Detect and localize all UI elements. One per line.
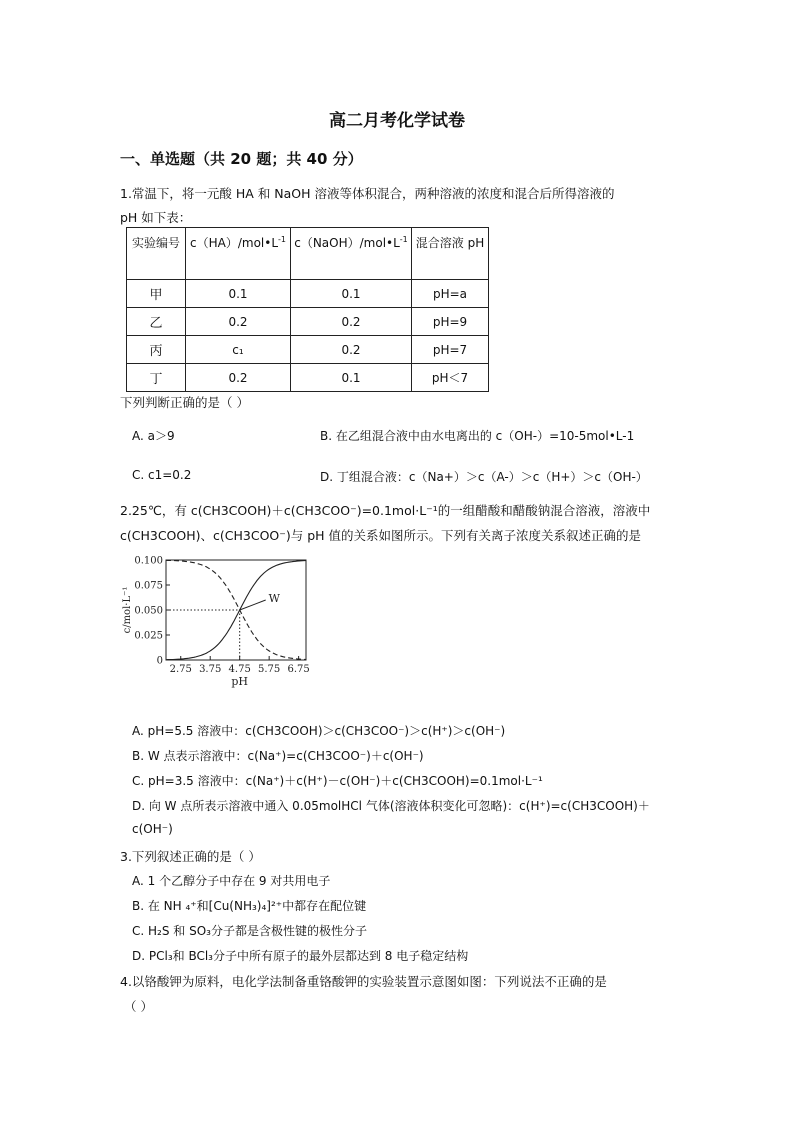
x-tick-label: 2.75 [169, 664, 192, 675]
q2-option-d-cont: c(OH⁻) [132, 822, 173, 836]
table-cell: 丁 [127, 364, 186, 392]
x-tick-label: 4.75 [228, 664, 251, 675]
q1-stem-line2: pH 如下表： [120, 210, 192, 225]
q3-option-a[interactable]: A. 1 个乙醇分子中存在 9 对共用电子 [132, 874, 331, 888]
table-cell: 0.2 [291, 336, 412, 364]
table-header-cell: $c(NaOH)/mol•L^{-1}$ [291, 228, 412, 280]
q3-option-d[interactable]: D. PCl₃和 BCl₃分子中所有原子的最外层都达到 8 电子稳定结构 [132, 949, 469, 963]
q2-option-c[interactable]: C. pH=3.5 溶液中：c(Na⁺)＋c(H⁺)－c(OH⁻)＋c(CH3COOH)=0.1mol·L⁻¹ [132, 774, 543, 788]
q4-stem-line1: 4.以铬酸钾为原料，电化学法制备重铬酸钾的实验装置示意图如图：下列说法不正确的是 [120, 974, 607, 989]
y-tick-label: 0.050 [134, 605, 163, 617]
x-axis-label: pH [231, 675, 249, 688]
y-axis-label: c/mol·L⁻¹ [122, 586, 133, 634]
table-cell: 0.1 [291, 280, 412, 308]
table-cell: pH=a [412, 280, 489, 308]
table-cell: 0.1 [186, 280, 291, 308]
section-title: 一、单选题（共 20 题；共 40 分） [120, 150, 363, 168]
table-cell: 0.2 [291, 308, 412, 336]
q4-stem-line2: （ ） [124, 999, 153, 1014]
table-header-cell: 混合溶液 pH [412, 228, 489, 280]
table-header-row [127, 228, 489, 280]
q1-option-b[interactable]: B. 在乙组混合液中由水电离出的 c（OH-）=10-5mol•L-1 [320, 429, 635, 443]
q2-concentration-chart [118, 548, 318, 696]
q1-option-d[interactable]: D. 丁组混合液：c（Na+）＞c（A-）＞c（H+）＞c（OH-） [320, 470, 648, 484]
x-tick-label: 5.75 [258, 664, 281, 675]
table-cell: 丙 [127, 336, 186, 364]
q2-option-d[interactable]: D. 向 W 点所表示溶液中通入 0.05molHCl 气体(溶液体积变化可忽略)：c(H⁺)=c(CH3COOH)＋ [132, 799, 650, 813]
y-tick-label: 0.025 [134, 630, 163, 642]
y-tick-label: 0.100 [134, 555, 163, 567]
table-header-cell: 实验编号 [127, 228, 186, 280]
y-tick-label: 0.075 [134, 580, 163, 592]
q2-option-a[interactable]: A. pH=5.5 溶液中：c(CH3COOH)＞c(CH3COO⁻)＞c(H⁺)＞c(OH⁻) [132, 724, 506, 738]
q1-stem-line1: 1.常温下，将一元酸 HA 和 NaOH 溶液等体积混合，两种溶液的浓度和混合后所得溶液的 [120, 186, 615, 201]
table-cell: pH=7 [412, 336, 489, 364]
table-cell: pH=9 [412, 308, 489, 336]
table-cell: 0.2 [186, 308, 291, 336]
q3-stem: 3.下列叙述正确的是（ ） [120, 849, 261, 864]
table-cell: 乙 [127, 308, 186, 336]
q2-stem-line1: 2.25℃，有 c(CH3COOH)＋c(CH3COO⁻)=0.1mol·L⁻¹的一组醋酸和醋酸钠混合溶液，溶液中 [120, 503, 651, 518]
table-row [127, 308, 489, 336]
exam-title: 高二月考化学试卷 [329, 111, 465, 131]
table-header-cell: $c(HA)/mol•L^{-1}$ [186, 228, 291, 280]
table-cell: 甲 [127, 280, 186, 308]
table-row [127, 336, 489, 364]
q1-option-a[interactable]: A. a＞9 [132, 429, 175, 443]
table-cell: pH＜7 [412, 364, 489, 392]
table-row [127, 364, 489, 392]
q3-option-c[interactable]: C. H₂S 和 SO₃分子都是含极性键的极性分子 [132, 924, 367, 938]
q1-data-table [126, 227, 489, 392]
x-tick-label: 3.75 [199, 664, 222, 675]
q1-prompt: 下列判断正确的是（ ） [120, 395, 249, 410]
table-cell: c₁ [186, 336, 291, 364]
table-cell: 0.1 [291, 364, 412, 392]
table-cell: 0.2 [186, 364, 291, 392]
x-tick-label: 6.75 [287, 664, 310, 675]
y-tick-label: 0 [156, 655, 163, 667]
q2-option-b[interactable]: B. W 点表示溶液中：c(Na⁺)=c(CH3COO⁻)＋c(OH⁻) [132, 749, 424, 763]
q3-option-b[interactable]: B. 在 NH ₄⁺和[Cu(NH₃)₄]²⁺中都存在配位键 [132, 899, 367, 913]
w-point-label: W [268, 592, 280, 605]
q1-option-c[interactable]: C. c1=0.2 [132, 468, 192, 482]
q2-stem-line2: c(CH3COOH)、c(CH3COO⁻)与 pH 值的关系如图所示。下列有关离子浓度关系叙述正确的是 [120, 528, 642, 543]
table-row [127, 280, 489, 308]
